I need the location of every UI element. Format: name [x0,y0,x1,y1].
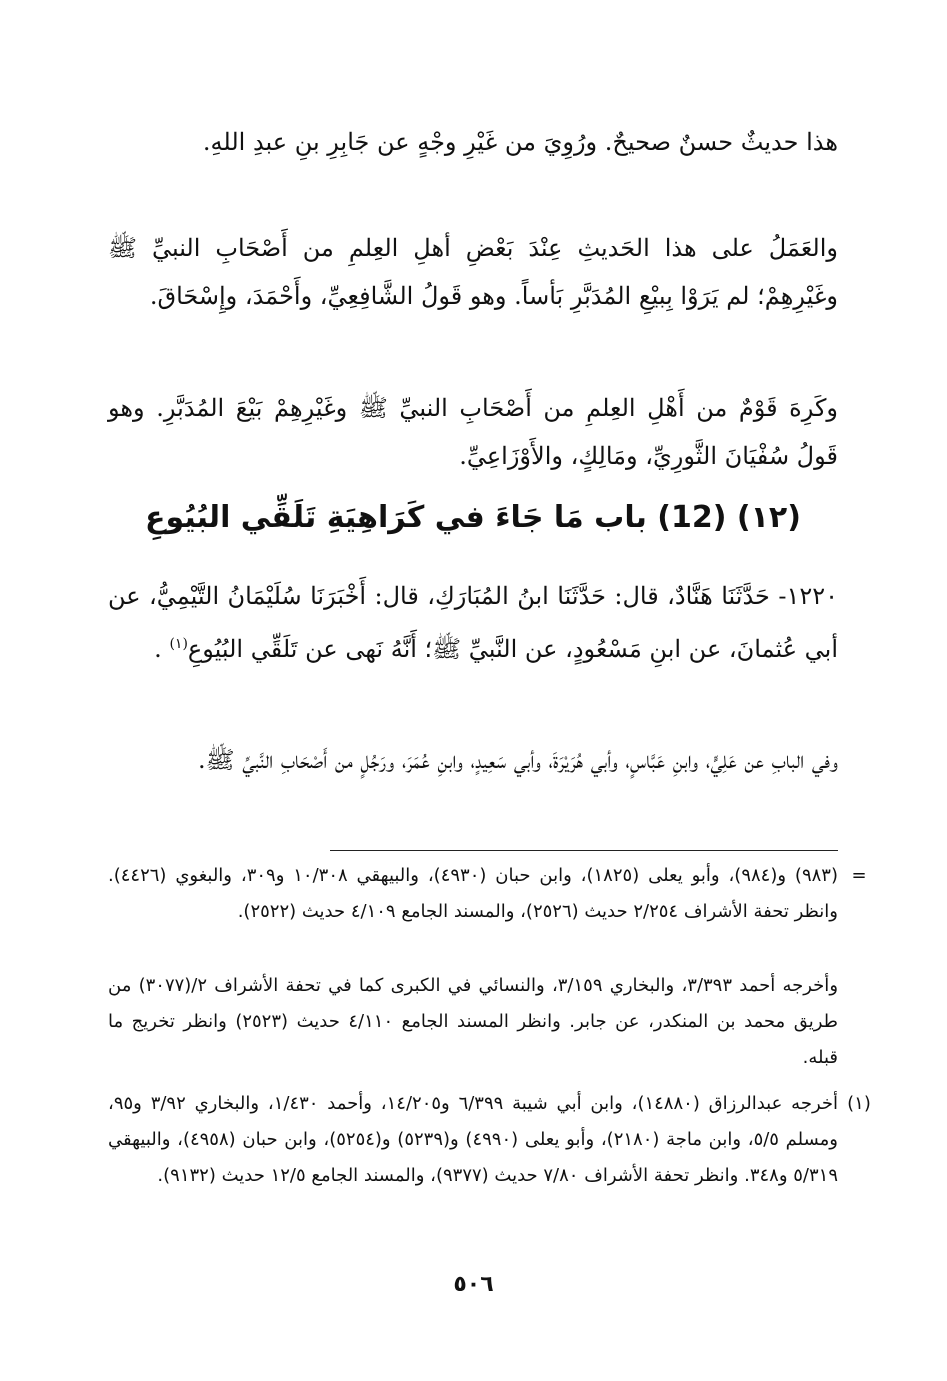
footnote-marker: (١) [847,1093,871,1114]
footnote-continued [108,858,867,930]
footnote-1 [108,1086,871,1194]
hadith-body: ١٢٢٠- حَدَّثَنَا هَنَّادٌ، قال: حَدَّثَنَا ابنُ المُبَارَكِ، قال: أَخْبَرَنَا سُلَيْمَانُ التَّيْمِيُّ، عن أبي عُثمانَ، عن ابنِ مَسْعُودٍ، عن النَّبيِّ ﷺ؛ أَنَّهُ نَهى عن تَلَقِّي البُيُوعِ [108,582,838,663]
footnote-reference: (١) [169,636,188,652]
hadith-ending: . [154,635,170,663]
footnote-text: أخرجه عبدالرزاق (١٤٨٨٠)، وابن أبي شيبة ٦/٣٩٩ و١٤/٢٠٥، وأحمد ١/٤٣٠، والبخاري ٣/٩٢ و٩٥، ومسلم ٥/٥، وابن ماجة (٢١٨٠)، وأبو يعلى (٤٩٩٠) و(٥٢٣٩) و(٥٢٥٤)، وابن حبان (٤٩٥٨)، والبيهقي ٥/٣١٩ و٣٤٨. وانظر تحفة الأشراف ٧/٨٠ حديث (٩٣٧٧)، والمسند الجامع ١٢/٥ حديث (٩١٣٢). [108,1093,839,1186]
paragraph-in-the-chapter: وفي البابِ عن عَلِيٍّ، وابنِ عَبَّاسٍ، وأبي هُرَيْرَةَ، وأبي سَعِيدٍ، وابنِ عُمَرَ، ورَجُلٍ من أَصْحَابِ النَّبيِّ ﷺ. [198,746,838,774]
footnote-text: وأخرجه أحمد ٣/٣٩٣، والبخاري ٣/١٥٩، والنسائي في الكبرى كما في تحفة الأشراف ٢/(٣٠٧٧) من طريق محمد بن المنكدر، عن جابر. وانظر المسند الجامع ٤/١١٠ حديث (٢٥٢٣) وانظر تخريج ما قبله. [108,975,839,1068]
footnote-divider [330,850,838,851]
paragraph-disapproval: وكَرِهَ قَوْمٌ من أَهْلِ العِلمِ من أَصْحَابِ النبيِّ ﷺ وغَيْرِهِمْ بَيْعَ المُدَبَّرِ. وهو قَولُ سُفْيَانَ الثَّورِيِّ، ومَالِكٍ، والأَوْزَاعِيِّ. [108,394,838,470]
footnote-text: (٩٨٣) و(٩٨٤)، وأبو يعلى (١٨٢٥)، وابن حبان (٤٩٣٠)، والبيهقي ١٠/٣٠٨ و٣٠٩، والبغوي (٤٤٢٦). وانظر تحفة الأشراف ٢/٢٥٤ حديث (٢٥٢٦)، والمسند الجامع ٤/١٠٩ حديث (٢٥٢٢). [108,865,838,922]
chapter-heading: (١٢) (12) باب مَا جَاءَ في كَرَاهِيَةِ تَلَقِّي البُيُوعِ [145,500,801,535]
page-number: ٥٠٦ [453,1272,494,1297]
hadith-text [108,572,838,673]
footnote-additional [108,968,838,1076]
paragraph-hadith-grade: هذا حديثٌ حسنٌ صحيحٌ. ورُوِيَ من غَيْرِ وجْهٍ عن جَابِرِ بنِ عبدِ اللهِ. [202,128,838,156]
paragraph-practice: والعَمَلُ على هذا الحَديثِ عِنْدَ بَعْضِ أهلِ العِلمِ من أَصْحَابِ النبيِّ ﷺ وغَيْرِهِمْ؛ لم يَرَوْا بِبيْعِ المُدَبَّرِ بَأساً. وهو قَولُ الشَّافِعِيِّ، وأَحْمَدَ، وإِسْحَاقَ. [108,234,839,310]
footnote-marker: = [851,865,867,886]
